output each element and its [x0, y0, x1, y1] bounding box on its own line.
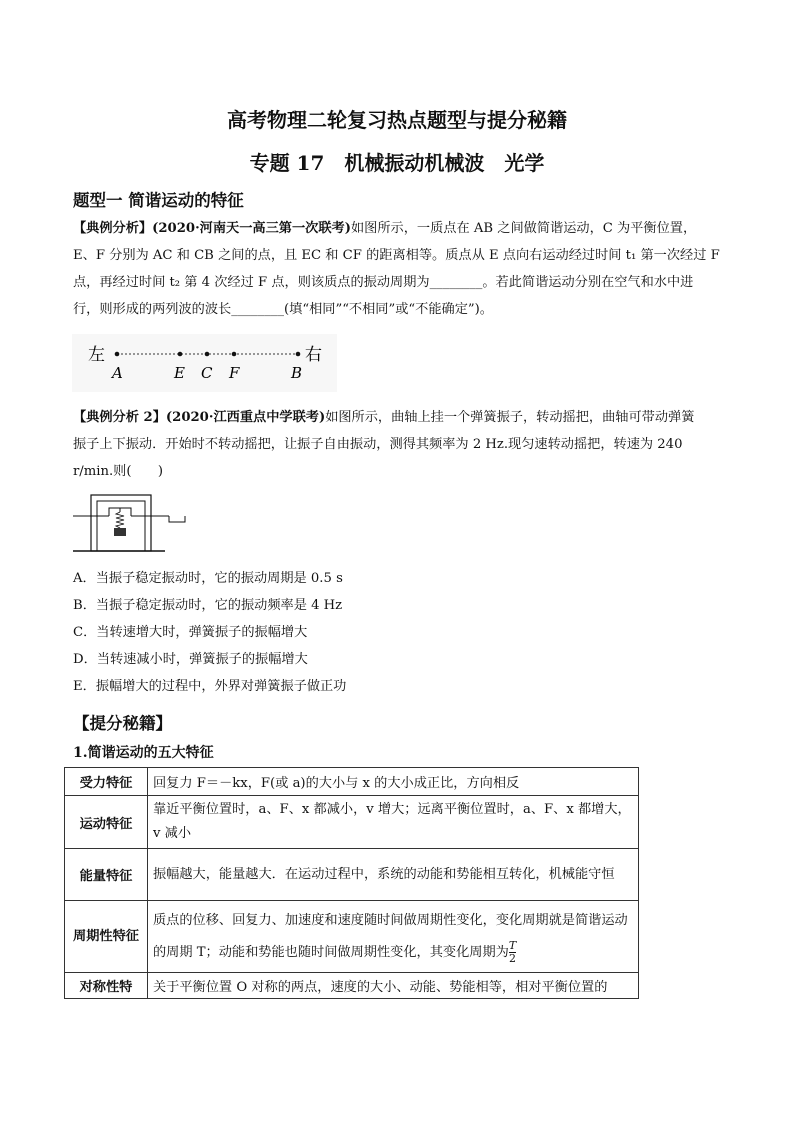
- example2-text: 如图所示，曲轴上挂一个弹簧振子，转动摇把，曲轴可带动弹簧: [325, 410, 695, 425]
- table-row: [65, 901, 639, 973]
- example1-line2: E、F 分别为 AC 和 CB 之间的点，且 EC 和 CF 的距离相等。质点从 E 点向右运动经过时间 t₁ 第一次经过 F: [73, 248, 720, 263]
- row-head: 对称性特: [65, 973, 148, 999]
- features-table: [64, 767, 639, 999]
- row-body: 靠近平衡位置时，a、F、x 都减小，v 增大；远离平衡位置时，a、F、x 都增大，v 减小: [148, 796, 639, 849]
- row-body: 振幅越大，能量越大．在运动过程中，系统的动能和势能相互转化，机械能守恒: [148, 849, 639, 901]
- example1-line4: 行，则形成的两列波的波长________(填“相同”“不相同”或“不能确定”)。: [73, 302, 493, 317]
- figure-oscillation-line: [72, 334, 337, 392]
- point-f-label: F: [229, 364, 240, 382]
- option-c: C．当转速增大时，弹簧振子的振幅增大: [73, 625, 308, 640]
- row-body: [148, 901, 639, 973]
- example1-line3: 点，再经过时间 t₂ 第 4 次经过 F 点，则该质点的振动周期为________。若此简谐运动分别在空气和水中进: [73, 275, 694, 290]
- example2-line1: [73, 404, 733, 432]
- option-e: E．振幅增大的过程中，外界对弹簧振子做正功: [73, 679, 347, 694]
- row-body: 回复力 F＝－kx，F(或 a)的大小与 x 的大小成正比，方向相反: [148, 768, 639, 796]
- page-title: 高考物理二轮复习热点题型与提分秘籍: [227, 108, 567, 132]
- option-b: B．当振子稳定振动时，它的振动频率是 4 Hz: [73, 598, 343, 613]
- example1-text: 如图所示，一质点在 AB 之间做简谐运动，C 为平衡位置，: [350, 221, 697, 236]
- row-body: 关于平衡位置 O 对称的两点，速度的大小、动能、势能相等，相对平衡位置的: [148, 973, 639, 999]
- table-row: [65, 768, 639, 796]
- point-b-label: B: [291, 364, 303, 382]
- row-head: 周期性特征: [65, 901, 148, 973]
- point-e-label: E: [174, 364, 185, 382]
- section-heading: 题型一 简谐运动的特征: [73, 191, 244, 210]
- figure-crank-spring: [73, 490, 193, 552]
- table-row: [65, 796, 639, 849]
- table-row: [65, 973, 639, 999]
- example1-tag: 【典例分析】: [73, 221, 153, 236]
- example1-source: (2020·河南天一高三第一次联考): [152, 221, 351, 236]
- example2-tag: 【典例分析 2】: [73, 410, 166, 425]
- section-tips-heading: 【提分秘籍】: [73, 714, 172, 733]
- figure-left-label: 左: [88, 345, 105, 365]
- fraction-numerator: T: [508, 938, 517, 952]
- example2-source: (2020·江西重点中学联考): [165, 410, 326, 425]
- page-subtitle: 专题 17 机械振动机械波 光学: [249, 151, 545, 175]
- example2-line2: 振子上下振动．开始时不转动摇把，让振子自由振动，测得其频率为 2 Hz.现匀速转动摇把，转速为 240: [73, 437, 683, 452]
- row-head: 能量特征: [65, 849, 148, 901]
- option-a: A．当振子稳定振动时，它的振动周期是 0.5 s: [73, 571, 343, 586]
- row-body-text: 质点的位移、回复力、加速度和速度随时间做周期性变化，变化周期就是简谐运动的周期 T；动能和势能也随时间做周期性变化，其变化周期为: [153, 912, 628, 960]
- row-head: 受力特征: [65, 768, 148, 796]
- example2-line3: r/min.则( ): [73, 464, 164, 479]
- subsection-heading: 1.简谐运动的五大特征: [73, 745, 214, 761]
- fraction-denominator: 2: [509, 951, 517, 965]
- point-a-label: A: [112, 364, 123, 382]
- point-c-label: C: [201, 364, 213, 382]
- table-row: [65, 849, 639, 901]
- figure-right-label: 右: [305, 345, 322, 365]
- row-head: 运动特征: [65, 796, 148, 849]
- fraction-t-over-2: [509, 940, 516, 965]
- example1-line1: [73, 215, 733, 243]
- option-d: D．当转速减小时，弹簧振子的振幅增大: [73, 652, 308, 667]
